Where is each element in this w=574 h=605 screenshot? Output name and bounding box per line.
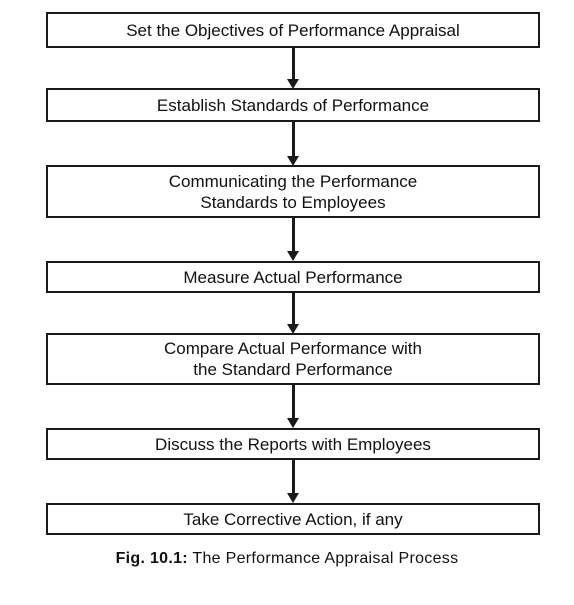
step-set-objectives	[46, 12, 540, 48]
figure-title: The Performance Appraisal Process	[187, 550, 459, 567]
step-label-line-2: Standards to Employees	[200, 192, 386, 212]
step-communicating-standards	[46, 165, 540, 218]
step-corrective-action	[46, 503, 540, 535]
step-compare-performance	[46, 333, 540, 385]
step-label: Measure Actual Performance	[183, 267, 403, 287]
step-label: Establish Standards of Performance	[156, 95, 430, 115]
step-label-line-1: Communicating the Performance	[168, 171, 418, 191]
step-label: Set the Objectives of Performance Appraisal	[126, 20, 460, 40]
step-measure-performance	[46, 261, 540, 293]
step-label-line-1: Compare Actual Performance with	[164, 339, 422, 358]
step-label: Discuss the Reports with Employees	[155, 434, 431, 454]
step-establish-standards	[46, 88, 540, 122]
step-label-line-2: the Standard Performance	[193, 360, 393, 379]
step-label: Take Corrective Action, if any	[183, 509, 403, 529]
figure-caption	[0, 550, 574, 568]
figure-number: Fig. 10.1:	[115, 550, 188, 567]
step-discuss-reports	[46, 428, 540, 460]
